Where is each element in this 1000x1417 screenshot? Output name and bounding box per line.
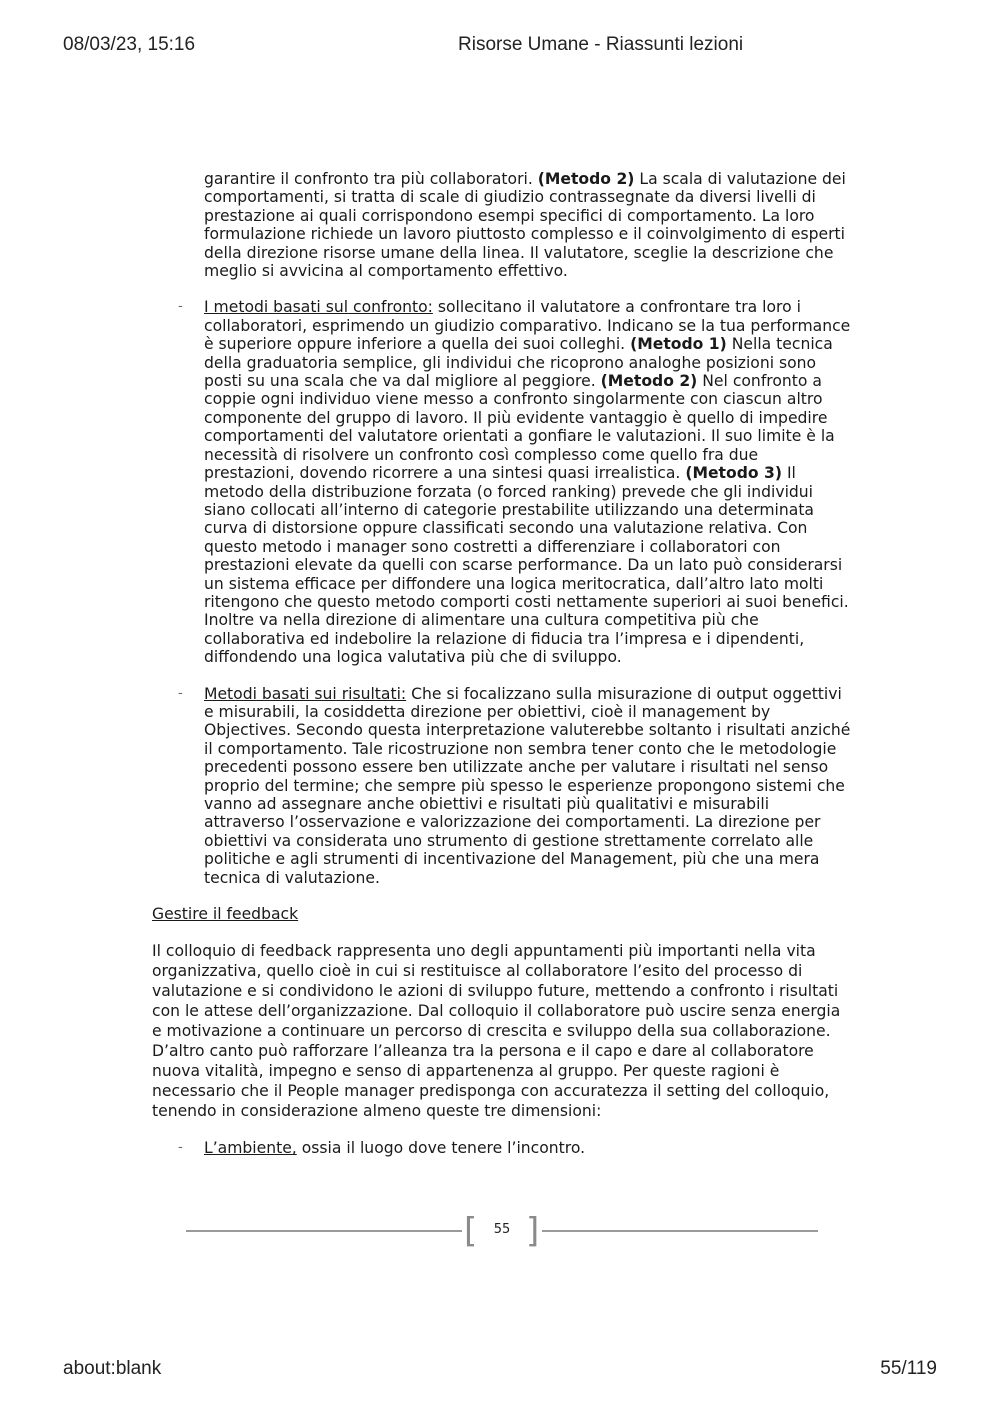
divider bbox=[542, 1230, 818, 1232]
list-item-comparison-methods bbox=[152, 298, 852, 666]
page-content bbox=[152, 170, 852, 1158]
text-run: ossia il luogo dove tenere l’incontro. bbox=[296, 1139, 586, 1158]
method-label: (Metodo 3) bbox=[685, 464, 782, 483]
page-number-ornament bbox=[186, 1211, 818, 1251]
list-item-results-methods bbox=[152, 685, 852, 887]
text-run: sollecitano il valutatore a confrontare tra loro i collaboratori, esprimendo un giudizio comparativo. Indicano se la tua performance è superiore oppure inferiore a quella dei suoi colleghi. bbox=[204, 298, 851, 354]
list-item-label: Metodi basati sui risultati: bbox=[204, 684, 407, 703]
bullet-dash: - bbox=[178, 299, 183, 315]
text-run: La scala di valutazione dei comportamenti, si tratta di scale di giudizio contrassegnate da diversi livelli di prestazione ai quali corrispondono esempi specifici di comportamento. La loro formulazione richiede un lavoro piuttosto complesso e il coinvolgimento di esperti della direzione risorse umane della linea. Il valutatore, sceglie la descrizione che meglio si avvicina al comportamento effettivo. bbox=[204, 170, 846, 281]
list-item-label: I metodi basati sul confronto: bbox=[204, 298, 433, 317]
method-label: (Metodo 2) bbox=[537, 170, 635, 188]
bullet-dash: - bbox=[178, 685, 183, 701]
right-bracket-icon: ] bbox=[526, 1211, 540, 1251]
bullet-dash: - bbox=[178, 1140, 183, 1156]
divider bbox=[186, 1230, 462, 1232]
text-run: Il metodo della distribuzione forzata (o forced ranking) prevede che gli individui siano collocati all’interno di categorie prestabilite utilizzando una determinata curva di distorsione oppure classificati secondo una valutazione relativa. Con questo metodo i manager sono costretti a differenziare i collaboratori con prestazioni elevate da quelli con scarse performance. Da un lato può considerarsi un sistema efficace per diffondere una logica meritocratica, dall’altro lato molti ritengono che questo metodo comporti costi nettamente superiori ai suoi benefici. Inoltre va nella direzione di alimentare una cultura competitiva più che collaborativa ed indebolire la relazione di fiducia tra l’impresa e i dipendenti, diffondendo una logica valutativa più che di sviluppo. bbox=[204, 464, 849, 667]
section-heading bbox=[152, 905, 852, 923]
text-run: garantire il confronto tra più collaboratori. bbox=[204, 170, 538, 188]
text-run: Nel confronto a coppie ogni individuo viene messo a confronto singolarmente con ciascun altro componente del gruppo di lavoro. Il più evidente vantaggio è quello di impedire comportamenti del valutatore orientati a gonfiare le valutazioni. Il suo limite è la necessità di risolvere un confronto così complesso come quello fra due prestazioni, dovendo ricorrere a una sintesi quasi irrealistica. bbox=[204, 372, 835, 483]
body-paragraph: Il colloquio di feedback rappresenta uno degli appuntamenti più importanti nella vita organizzativa, quello cioè in cui si restituisce al collaboratore l’esito del processo di valutazione e si condividono le azioni di sviluppo future, mettendo a confronto i risultati con le attese dell’organizzazione. Dal colloquio il collaboratore può uscire senza energia e motivazione a continuare un percorso di crescita e sviluppo della sua collaborazione. D’altro canto può rafforzare l’alleanza tra la persona e il capo e dare al collaboratore nuova vitalità, impegno e senso di appartenenza al gruppo. Per queste ragioni è necessario che il People manager predisponga con accuratezza il setting del colloquio, tenendo in considerazione almeno queste tre dimensioni: bbox=[152, 942, 841, 1121]
text-run: Che si focalizzano sulla misurazione di output oggettivi e misurabili, la cosiddetta direzione per obiettivi, cioè il management by Objectives. Secondo questa interpretazione valuterebbe soltanto i risultati anziché il comportamento. Tale ricostruzione non sembra tener conto che le metodologie precedenti possono essere ben utilizzate anche per valutare i risultati nel senso proprio del termine; che sempre più spesso le esperienze propongono sistemi che vanno ad assegnare anche obiettivi e risultati più qualitativi e misurabili attraverso l’osservazione e valorizzazione dei comportamenti. La direzione per obiettivi va considerata uno strumento di gestione strettamente correlato alle politiche e agli strumenti di incentivazione del Management, più che una mera tecnica di valutazione. bbox=[204, 684, 851, 887]
list-item-label: L’ambiente, bbox=[204, 1139, 297, 1158]
method-label: (Metodo 1) bbox=[630, 335, 727, 354]
page-number: 55 bbox=[493, 1222, 511, 1237]
footer-page-count: 55/119 bbox=[880, 1358, 937, 1379]
section-heading-text: Gestire il feedback bbox=[152, 905, 299, 924]
document-title: Risorse Umane - Riassunti lezioni bbox=[458, 34, 744, 55]
footer-url: about:blank bbox=[63, 1358, 162, 1379]
text-run: Nella tecnica della graduatoria semplice, gli individui che ricoprono analoghe posizioni sono posti su una scala che va dal migliore al peggiore. bbox=[204, 335, 833, 391]
list-item-environment bbox=[152, 1139, 852, 1157]
left-bracket-icon: [ bbox=[464, 1211, 478, 1251]
method-label: (Metodo 2) bbox=[600, 372, 698, 391]
print-datetime: 08/03/23, 15:16 bbox=[63, 34, 196, 55]
continuation-paragraph bbox=[204, 170, 852, 280]
